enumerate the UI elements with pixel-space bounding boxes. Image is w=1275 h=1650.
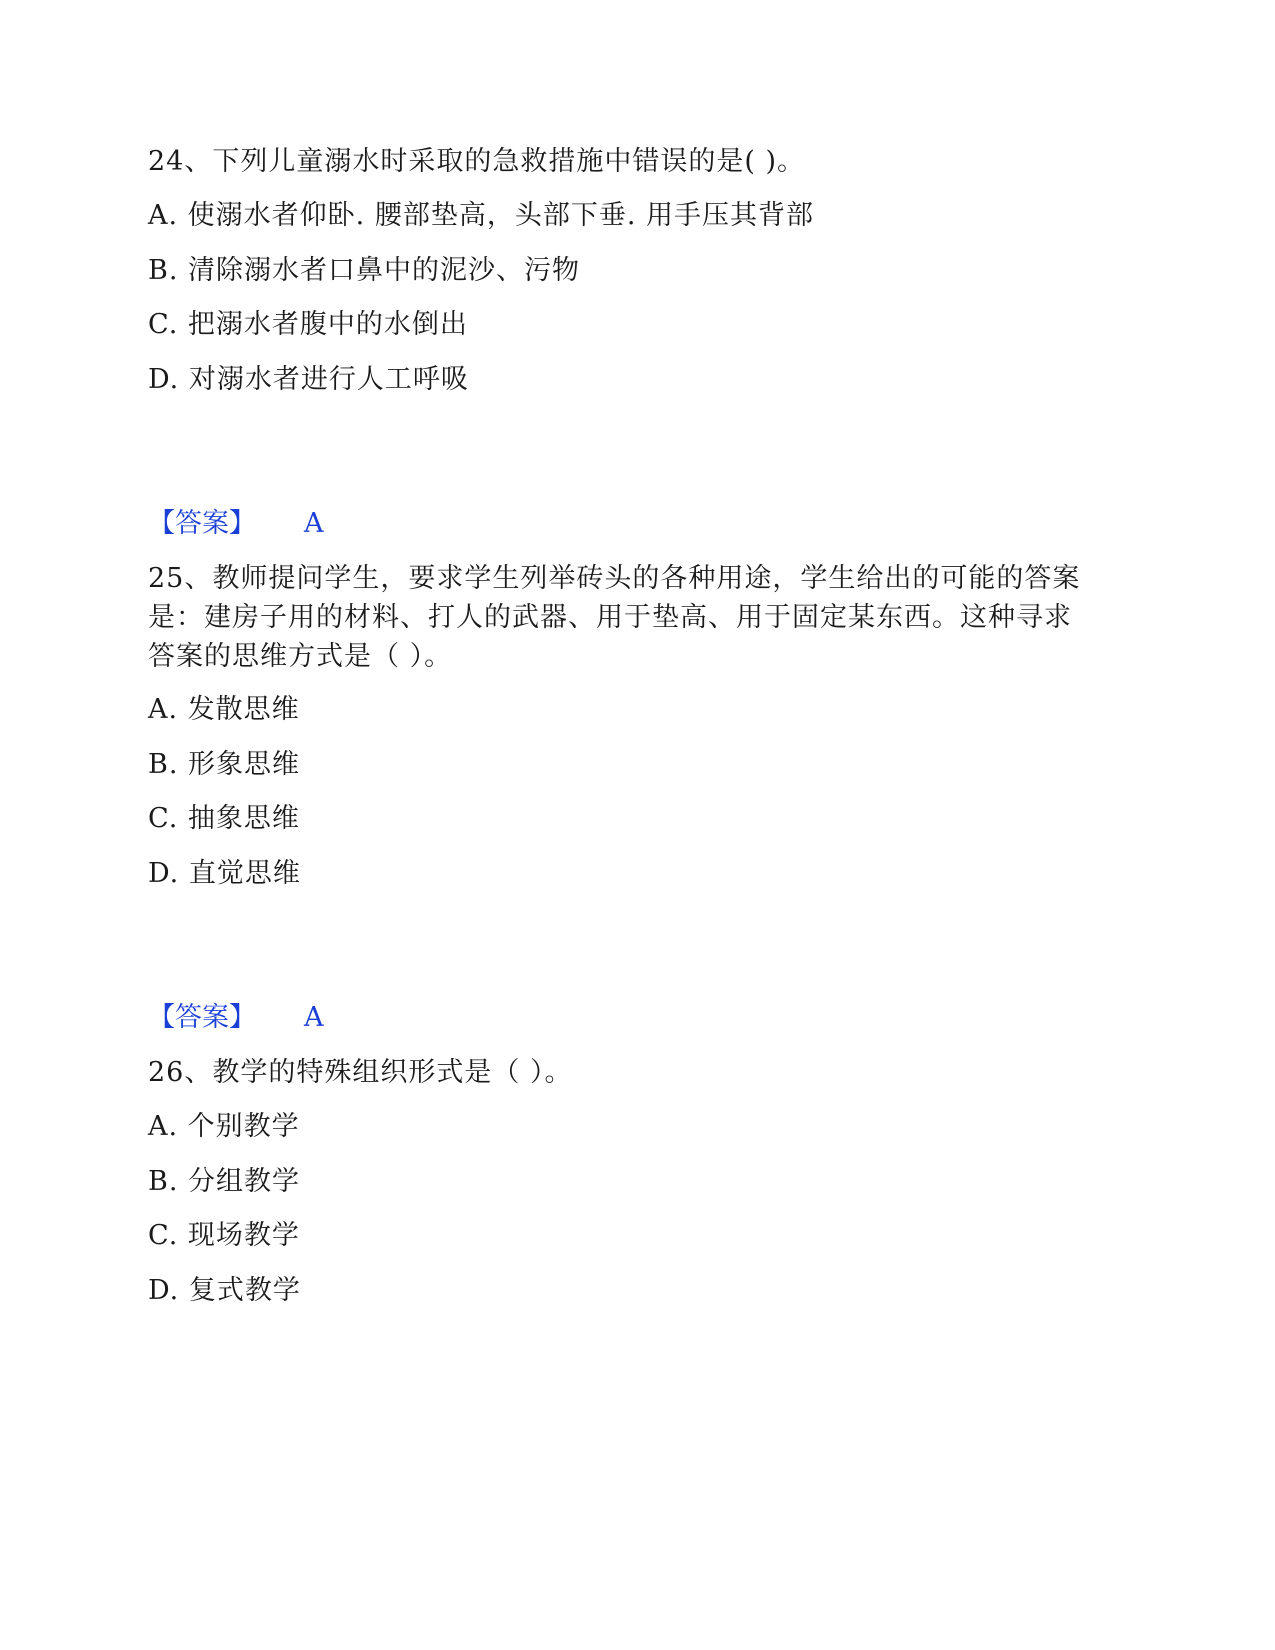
question-24-answer: [148, 504, 324, 544]
question-26-option-a: A. 个别教学: [148, 1111, 300, 1142]
question-25-answer: [148, 998, 324, 1038]
question-26-option-b: B. 分组教学: [148, 1166, 301, 1197]
answer-label: 【答案】: [148, 1002, 256, 1033]
question-25-stem-line-1: 25、教师提问学生，要求学生列举砖头的各种用途，学生给出的可能的答案: [148, 563, 1081, 594]
question-25-stem-line-2: 是：建房子用的材料、打人的武器、用于垫高、用于固定某东西。这种寻求: [148, 602, 1072, 633]
answer-value: A: [304, 1002, 324, 1033]
question-25-stem-line-3: 答案的思维方式是（ ）。: [148, 641, 453, 672]
question-25-option-a: A. 发散思维: [148, 694, 300, 725]
question-24-option-d: D. 对溺水者进行人工呼吸: [148, 364, 469, 395]
answer-label: 【答案】: [148, 508, 256, 539]
question-26-option-d: D. 复式教学: [148, 1275, 301, 1306]
question-24-option-b: B. 清除溺水者口鼻中的泥沙、污物: [148, 255, 581, 286]
question-25-option-d: D. 直觉思维: [148, 858, 301, 889]
question-25-option-c: C. 抽象思维: [148, 803, 300, 834]
question-26-option-c: C. 现场教学: [148, 1220, 300, 1251]
question-24-stem: 24、下列儿童溺水时采取的急救措施中错误的是( )。: [148, 146, 806, 177]
answer-value: A: [304, 508, 324, 539]
question-25-option-b: B. 形象思维: [148, 749, 301, 780]
question-24-option-c: C. 把溺水者腹中的水倒出: [148, 309, 468, 340]
question-26-stem: 26、教学的特殊组织形式是（ ）。: [148, 1057, 573, 1088]
question-24-option-a: A. 使溺水者仰卧. 腰部垫高，头部下垂. 用手压其背部: [148, 200, 814, 231]
